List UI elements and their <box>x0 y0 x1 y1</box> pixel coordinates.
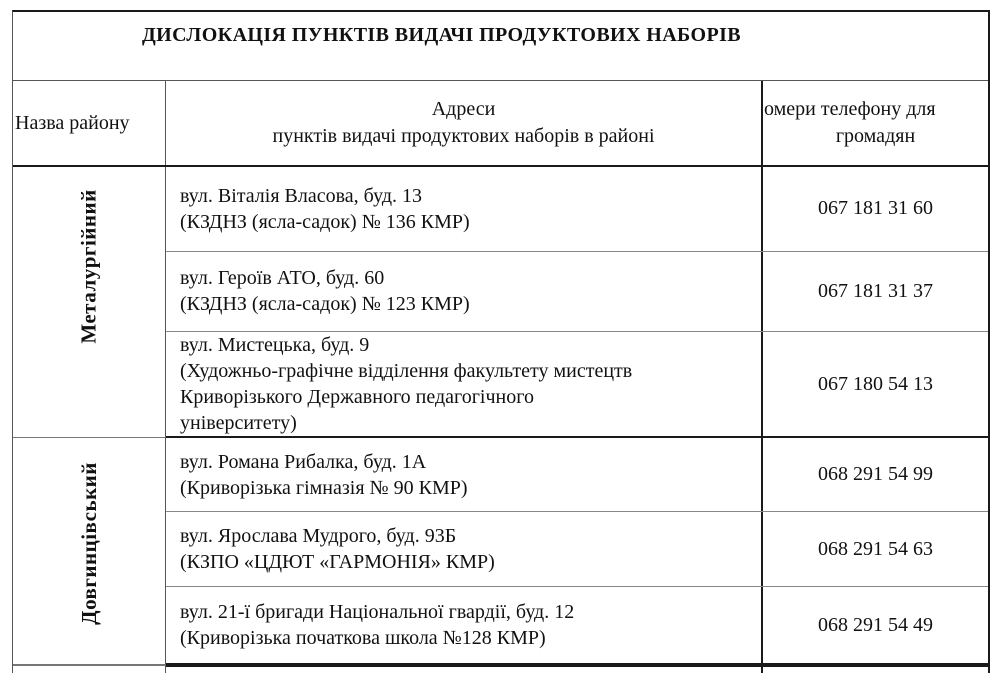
header-phone-column <box>761 81 988 165</box>
address-cell <box>166 587 761 663</box>
district-group-metalurhiinyi <box>13 167 988 438</box>
partial-phone-cell <box>761 665 988 673</box>
district-name-cell <box>13 167 166 438</box>
next-row-partial <box>13 665 988 673</box>
address-cell <box>166 167 761 251</box>
table-title-row <box>13 12 988 81</box>
phone-cell <box>761 252 988 331</box>
district-group-dovhyntsivskyi <box>13 438 988 665</box>
table-row <box>166 438 988 512</box>
header-district-label: Назва району <box>15 111 130 134</box>
header-address-column <box>166 81 761 165</box>
address-line: (КЗДНЗ (ясла-садок) № 136 КМР) <box>180 210 470 233</box>
district-name: Довгинцівський <box>76 461 101 625</box>
address-line: вул. 21-ї бригади Національної гвардії, буд. 12 <box>180 601 575 623</box>
table-row <box>166 587 988 663</box>
phone-cell <box>761 587 988 663</box>
partial-address-cell <box>166 665 761 673</box>
phone-number: 068 291 54 49 <box>818 613 933 636</box>
phone-number: 067 181 31 60 <box>818 197 933 220</box>
partial-district-cell <box>13 665 166 673</box>
district-name: Металургійний <box>76 188 101 344</box>
phone-cell <box>761 438 988 511</box>
header-phone-line2: громадян <box>835 125 916 147</box>
phone-number: 067 180 54 13 <box>818 372 933 395</box>
address-line: вул. Романа Рибалка, буд. 1А <box>180 450 427 473</box>
table-row <box>166 332 988 436</box>
address-line: (КЗДНЗ (ясла-садок) № 123 КМР) <box>180 293 470 316</box>
table-row <box>166 512 988 587</box>
address-line: (Криворізька початкова школа №128 КМР) <box>180 627 546 649</box>
header-address-line2: пунктів видачі продуктових наборів в районі <box>272 125 655 147</box>
district-rows <box>166 167 988 438</box>
address-cell <box>166 332 761 436</box>
phone-cell <box>761 167 988 251</box>
header-phone-line1: омери телефону для <box>764 98 936 120</box>
table-title: ДИСЛОКАЦІЯ ПУНКТІВ ВИДАЧІ ПРОДУКТОВИХ НАБОРІВ <box>141 24 742 46</box>
address-cell <box>166 512 761 586</box>
address-line: вул. Мистецька, буд. 9 <box>180 334 370 356</box>
address-cell <box>166 252 761 331</box>
distribution-points-table <box>12 10 990 673</box>
table-header-row <box>13 81 988 167</box>
address-line: (КЗПО «ЦДЮТ «ГАРМОНІЯ» КМР) <box>180 551 495 573</box>
district-rows <box>166 438 988 665</box>
address-line: університету) <box>180 412 297 434</box>
phone-cell <box>761 332 988 436</box>
address-line: Криворізького Державного педагогічного <box>180 386 534 408</box>
address-line: вул. Героїв АТО, буд. 60 <box>180 267 385 290</box>
phone-number: 068 291 54 63 <box>818 537 933 560</box>
table-row <box>166 252 988 332</box>
address-line: (Художньо-графічне відділення факультету мистецтв <box>180 360 633 382</box>
district-name-cell <box>13 438 166 665</box>
address-cell <box>166 438 761 511</box>
address-line: вул. Ярослава Мудрого, буд. 93Б <box>180 525 457 547</box>
address-line: вул. Віталія Власова, буд. 13 <box>180 184 422 207</box>
table-row <box>166 167 988 252</box>
phone-number: 067 181 31 37 <box>818 279 933 302</box>
header-district-column <box>13 81 166 165</box>
header-address-line1: Адреси <box>431 98 496 120</box>
address-line: (Криворізька гімназія № 90 КМР) <box>180 476 468 499</box>
phone-number: 068 291 54 99 <box>818 463 933 485</box>
phone-cell <box>761 512 988 586</box>
